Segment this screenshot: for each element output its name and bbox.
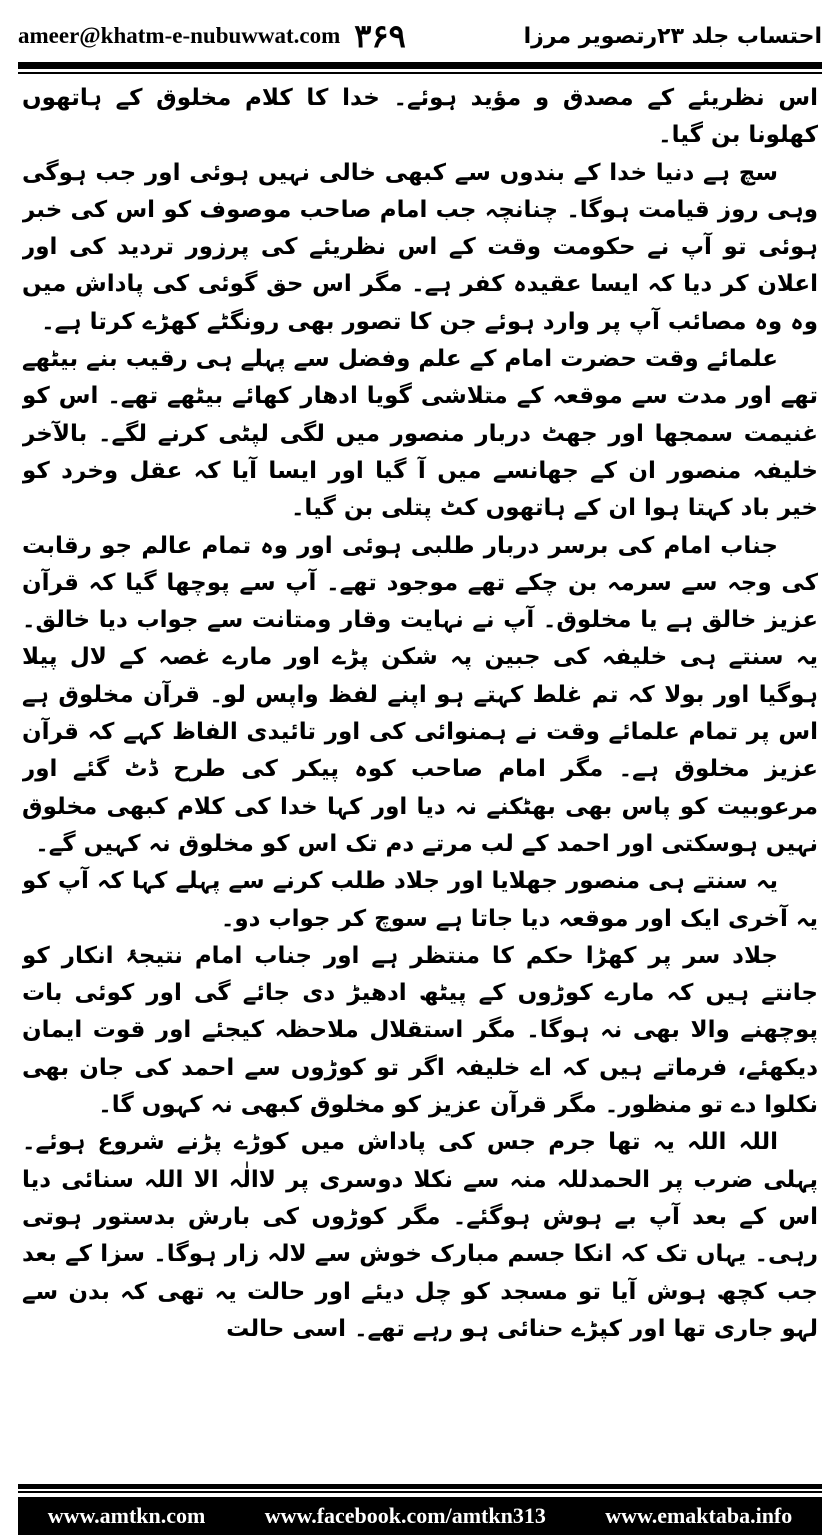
page-number: ۳۶۹ bbox=[354, 17, 406, 55]
page-header bbox=[18, 14, 822, 58]
footer-rule-thin bbox=[18, 1491, 822, 1493]
paragraph-7: اللہ اللہ یہ تھا جرم جس کی پاداش میں کوڑے پڑنے شروع ہوئے۔ پہلی ضرب پر الحمدللہ منہ سے نکلا دوسری پر لاالٰہ الا اللہ سنائی دیا اس کے بعد آپ بے ہوش ہوگئے۔ مگر کوڑوں کی بارش بدستور ہوتی رہی۔ یہاں تک کہ انکا جسم مبارک خوش سے لالہ زار ہوگا۔ سزا کے بعد جب کچھ ہوش آیا تو مسجد کو چل دیئے اور حالت یہ تھی کہ بدن سے لہو جاری تھا اور کپڑے حنائی ہو رہے تھے۔ اسی حالت bbox=[22, 1129, 818, 1342]
paragraph-2: سچ ہے دنیا خدا کے بندوں سے کبھی خالی نہیں ہوئی اور جب ہوگی وہی روز قیامت ہوگا۔ چنانچہ جب امام صاحب موصوف کو اس کی خبر ہوئی تو آپ نے حکومت وقت کے اس نظریئے کی پرزور تردید کی اور اعلان کر دیا کہ ایسا عقیدہ کفر ہے۔ مگر اس حق گوئی کی پاداش میں وہ وہ مصائب آپ پر وارد ہوئے جن کا تصور بھی رونگٹے کھڑے کرتا ہے۔ bbox=[22, 159, 818, 335]
paragraph-4: جناب امام کی برسر دربار طلبی ہوئی اور وہ تمام عالم جو رقابت کی وجہ سے سرمہ بن چکے تھے موجود تھے۔ آپ سے پوچھا گیا کہ قرآن عزیز خالق ہے یا مخلوق۔ آپ نے نہایت وقار ومتانت سے جواب دیا خالق۔ یہ سنتے ہی خلیفہ کی جبین پہ شکن پڑے اور مارے غصہ کے لال پیلا ہوگیا اور بولا کہ تم غلط کہتے ہو اپنے لفظ واپس لو۔ قرآن مخلوق ہے اس پر تمام علمائے وقت نے ہمنوائی کی اور تائیدی الفاظ کہے کہ قرآن عزیز مخلوق ہے۔ مگر امام صاحب کوہ پیکر کی طرح ڈٹ گئے اور مرعوبیت کو پاس بھی بھٹکنے نہ دیا اور کہا خدا کی کلام کبھی مخلوق نہیں ہوسکتی اور احمد کے لب مرتے دم تک اس کو مخلوق نہ کہیں گے۔ bbox=[22, 532, 818, 857]
footer-link-emaktaba[interactable]: www.emaktaba.info bbox=[605, 1503, 793, 1528]
header-left bbox=[18, 17, 406, 55]
footer-link-amtkn[interactable]: www.amtkn.com bbox=[47, 1503, 206, 1528]
header-rule-thin bbox=[18, 72, 822, 74]
paragraph-3: علمائے وقت حضرت امام کے علم وفضل سے پہلے ہی رقیب بنے بیٹھے تھے اور مدت سے موقعہ کے متلاشی گویا ادھار کھائے بیٹھے تھے۔ اس کو غنیمت سمجھا اور جھٹ دربار منصور میں لگی لپٹی کرنے لگے۔ بالآخر خلیفہ منصور ان کے جھانسے میں آ گیا اور ایسا آیا کہ عقل وخرد کو خیر باد کہتا ہوا ان کے ہاتھوں کٹ پتلی بن گیا۔ bbox=[22, 346, 818, 522]
body-text bbox=[22, 80, 818, 1478]
footer-link-facebook[interactable]: www.facebook.com/amtkn313 bbox=[264, 1503, 546, 1528]
paragraph-5: یہ سنتے ہی منصور جھلایا اور جلاد طلب کرنے سے پہلے کہا کہ آپ کو یہ آخری ایک اور موقعہ دیا جاتا ہے سوچ کر جواب دو۔ bbox=[22, 868, 818, 932]
footer-bar bbox=[18, 1497, 822, 1535]
footer-rule-thick bbox=[18, 1484, 822, 1489]
running-title: احتساب جلد ۲۳رتصویر مرزا bbox=[523, 23, 822, 49]
paragraph-6: جلاد سر پر کھڑا حکم کا منتظر ہے اور جناب امام نتیجۂ انکار کو جانتے ہیں کہ مارے کوڑوں کے پیٹھ ادھیڑ دی جائے گی اور کوئی بات پوچھنے والا بھی نہ ہوگا۔ مگر استقلال ملاحظہ کیجئے اور قوت ایمان دیکھئے، فرماتے ہیں کہ اے خلیفہ اگر تو کوڑوں سے احمد کی جان بھی نکلوا دے تو منظور۔ مگر قرآن عزیز کو مخلوق کبھی نہ کہوں گا۔ bbox=[22, 942, 818, 1119]
header-rule-thick bbox=[18, 62, 822, 69]
paragraph-1: اس نظریئے کے مصدق و مؤید ہوئے۔ خدا کا کلام مخلوق کے ہاتھوں کھلونا بن گیا۔ bbox=[22, 85, 818, 149]
header-email: ameer@khatm-e-nubuwwat.com bbox=[18, 23, 341, 48]
